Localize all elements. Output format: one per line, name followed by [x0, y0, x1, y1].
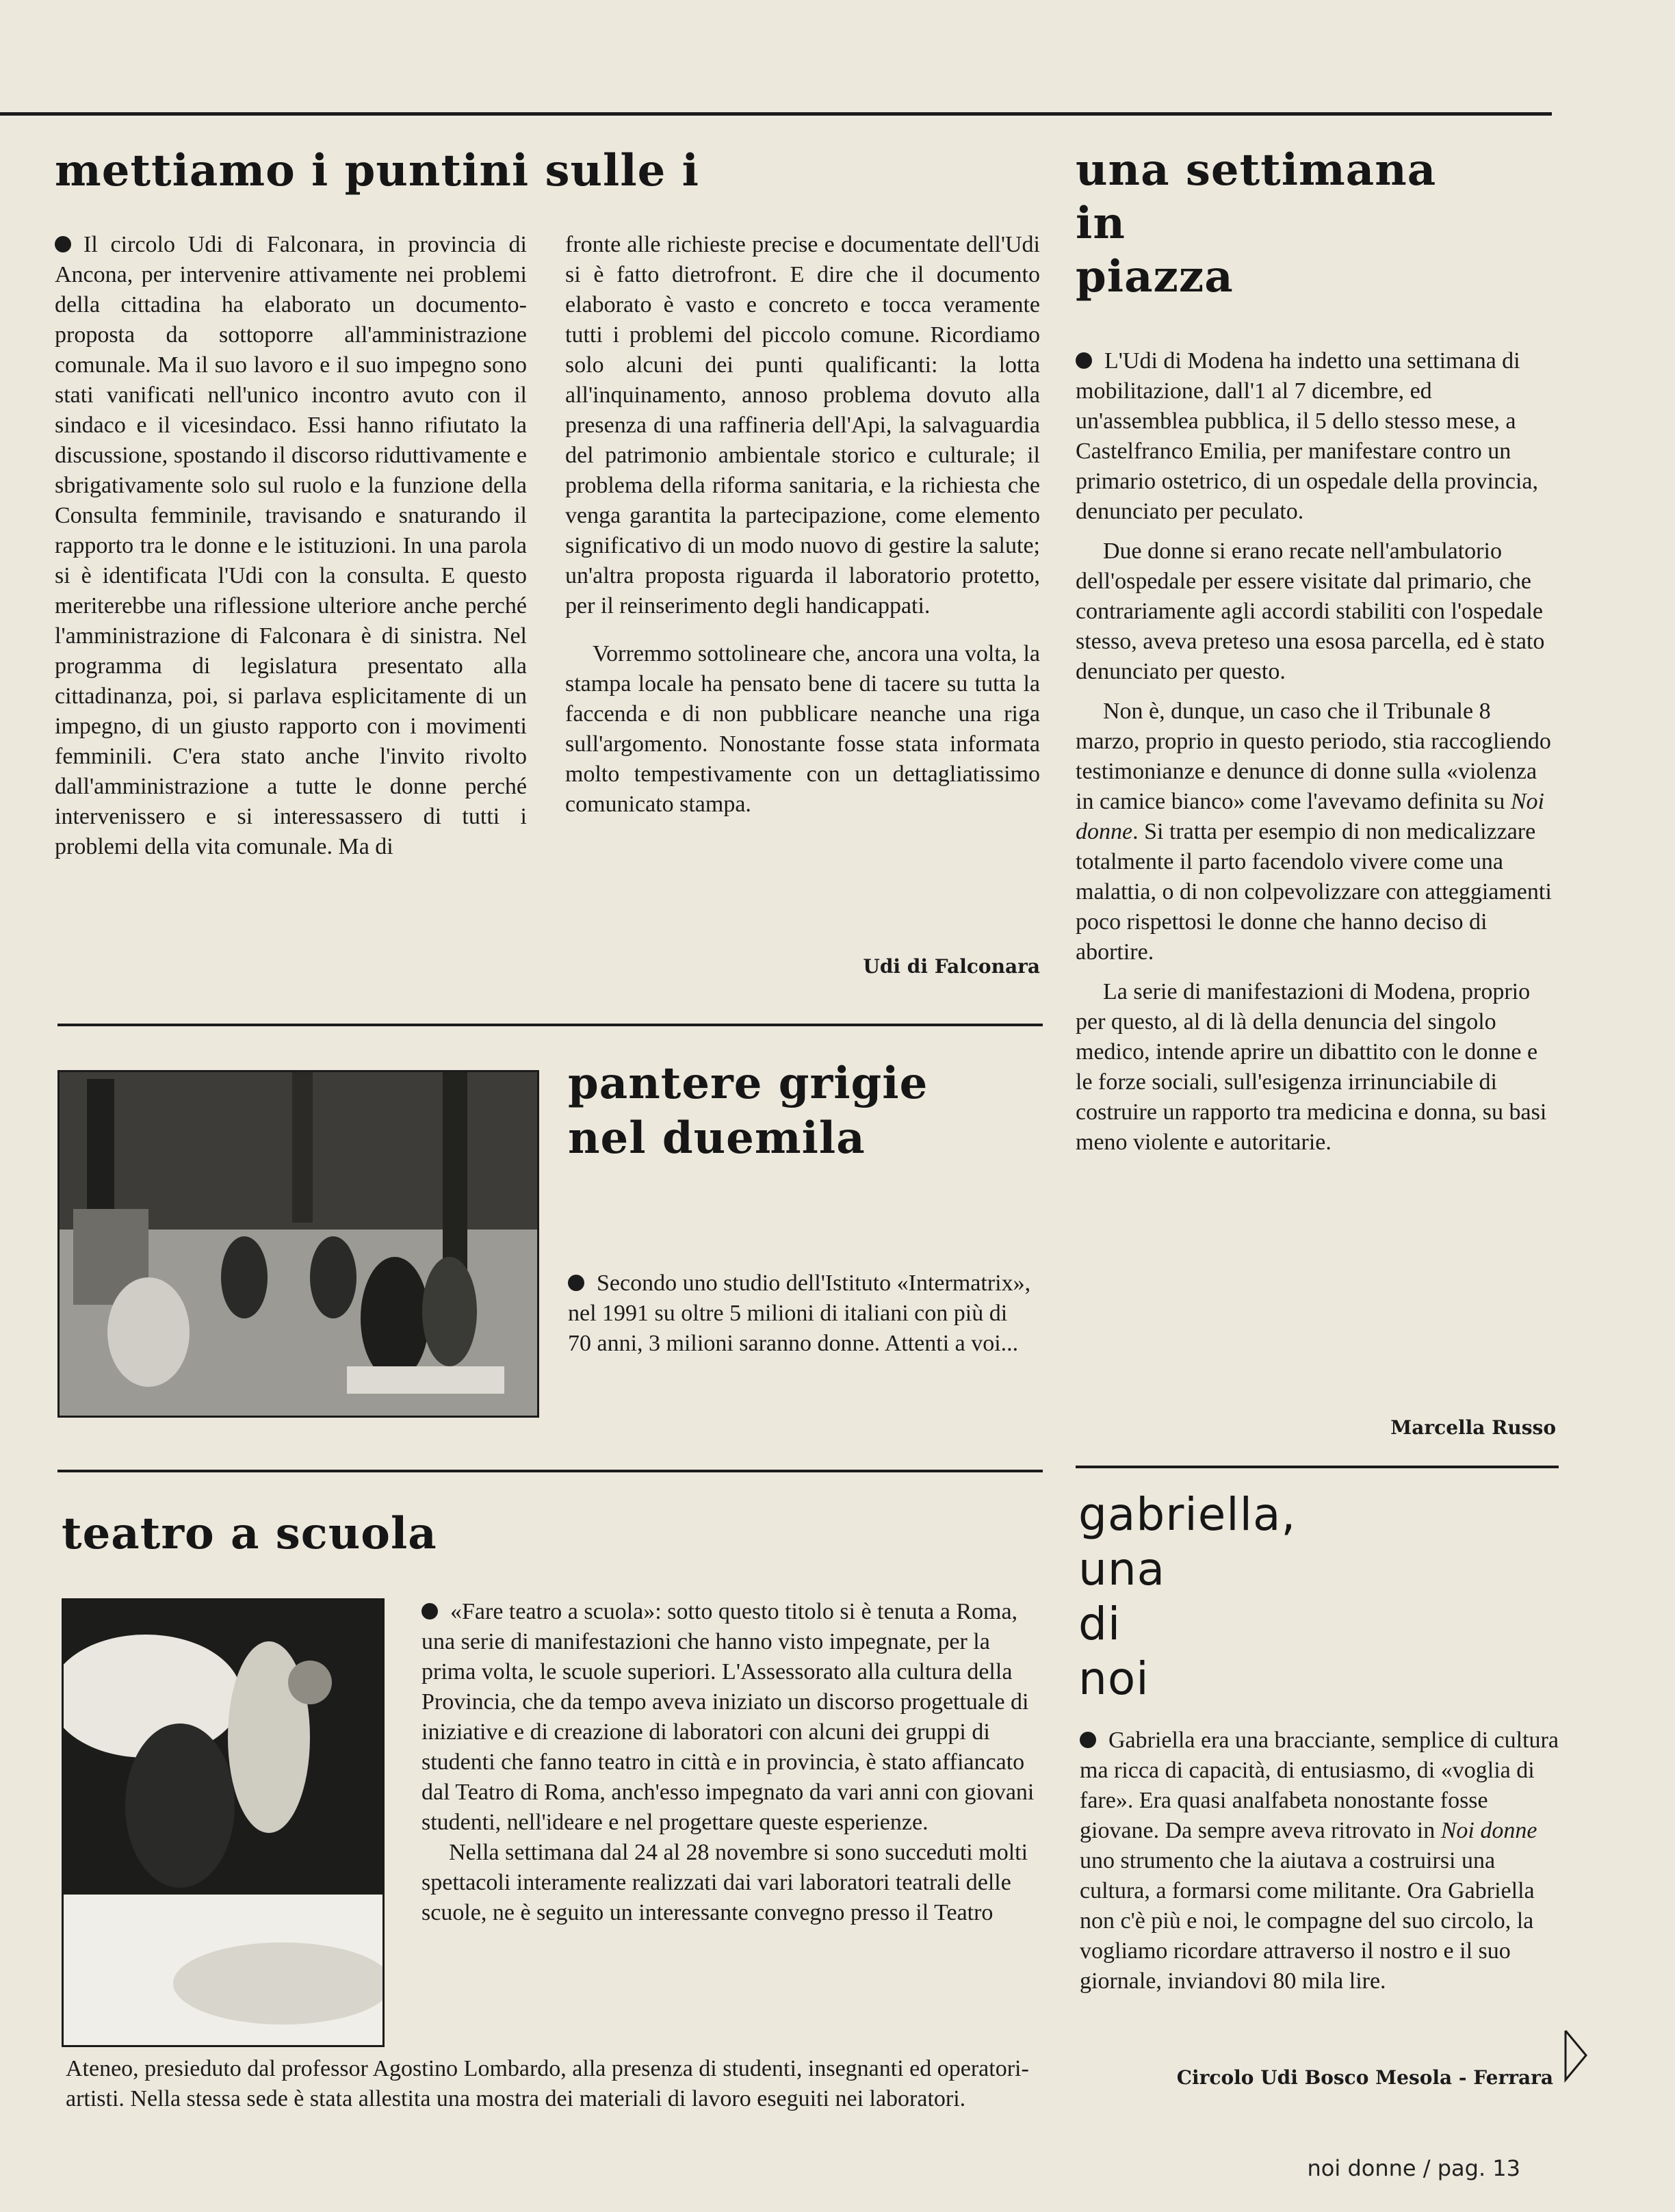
photo-theater: [62, 1598, 385, 2047]
article-title-puntini: mettiamo i puntini sulle i: [55, 145, 699, 196]
article-teatro-body: «Fare teatro a scuola»: sotto questo titolo si è tenuta a Roma, una serie di manifestazioni che hanno visto impegnate, per la prima volta, le scuole superiori. L'Assessorato alla cultura della Provincia, che da tempo aveva iniziato un discorso progettuale di iniziative e di creazione di laboratori con alcuni dei gruppi di studenti che fanno teatro in città e in provincia, è stato affiancato dal Teatro di Roma, anch'esso impegnato da vari anni con giovani studenti, nell'ideare e nel progettare queste esperienze. Nella settimana dal 24 al 28 novembre si sono succeduti molti spettacoli interamente realizzati dai vari laboratori teatrali delle scuole, ne è seguito un interessante convegno presso il Teatro: [421, 1599, 1035, 1925]
bullet-icon: [1080, 1732, 1096, 1748]
signature-falconara: Udi di Falconara: [863, 955, 1040, 978]
bullet-icon: [421, 1603, 438, 1619]
article-title-teatro: teatro a scuola: [62, 1508, 437, 1559]
article-title-pantere: pantere grigie nel duemila: [568, 1058, 929, 1164]
bullet-icon: [1076, 352, 1092, 369]
page-number: 13: [1492, 2155, 1520, 2181]
signature-bosco-mesola: Circolo Udi Bosco Mesola - Ferrara: [1176, 2066, 1553, 2089]
bullet-icon: [568, 1275, 584, 1291]
photo-elderly-park: [57, 1070, 539, 1418]
article-puntini-col2: fronte alle richieste precise e documentate dell'Udi si è fatto dietrofront. E dire che il documento elaborato è vasto e concreto e tocca veramente tutti i problemi del piccolo comune. Ricordiamo solo alcuni dei punti qualificanti: la lotta all'inquinamento, annoso problema dovuto alla presenza di una raffineria dell'Api, la salvaguardia del patrimonio ambientale storico e culturale; il problema della riforma sanitaria, e la richiesta che venga garantita la partecipazione, come elemento significativo di un modo nuovo di gestire la salute; un'altra proposta riguarda il laboratorio protetto, per il reinserimento degli handicappati. Vorremmo sottolineare che, ancora una volta, la stampa locale ha pensato bene di tacere su tutta la faccenda e di non pubblicare neanche una riga sull'argomento. Nonostante fosse stata informata molto tempestivamente con un dettagliatissimo comunicato stampa.: [565, 232, 1040, 817]
article-teatro-body-end: Ateneo, presieduto dal professor Agostino Lombardo, alla presenza di studenti, insegnanti ed operatori-artisti. Nella stessa sede è stata allestita una mostra dei materiali di lavoro eseguiti nei laboratori.: [66, 2056, 1029, 2111]
article-gabriella-body: Gabriella era una bracciante, semplice di cultura ma ricca di capacità, di entusiasmo, di «voglia di fare». Era quasi analfabeta nonostante fosse giovane. Da sempre aveva ritrovato in Noi donne uno strumento che la aiutava a costruirsi una cultura, a formarsi come militante. Ora Gabriella non c'è più e noi, le compagne del suo circolo, la vogliamo ricordare attraverso il nostro e il suo giornale, inviandovi 80 mila lire.: [1080, 1728, 1559, 1994]
article-settimana-body: L'Udi di Modena ha indetto una settimana di mobilitazione, dall'1 al 7 dicembre, ed un'assemblea pubblica, il 5 dello stesso mese, a Castelfranco Emilia, per manifestare contro un primario ostetrico, di un ospedale della provincia, denunciato per peculato. Due donne si erano recate nell'ambulatorio dell'ospedale per essere visitate dal primario, che contrariamente agli accordi stabiliti con l'ospedale stesso, aveva preteso una esosa parcella, ed è stato denunciato per questo. Non è, dunque, un caso che il Tribunale 8 marzo, proprio in questo periodo, stia raccogliendo testimonianze e denunce di donne sulla «violenza in camice bianco» come l'avevamo definita su Noi donne. Si tratta per esempio di non medicalizzare totalmente il parto facendolo vivere come una malattia, o di non colpevolizzare con atteggiamenti poco rispettosi le donne che hanno deciso di abortire. La serie di manifestazioni di Modena, proprio per questo, al di là della denuncia del singolo medico, intende aprire un dibattito con le donne e le forze sociali, sull'esigenza irrinunciabile di costruire un rapporto tra medicina e donna, su basi meno violente e autoritarie.: [1076, 348, 1552, 1155]
article-puntini-col1: Il circolo Udi di Falconara, in provincia di Ancona, per intervenire attivamente nei problemi della cittadina ha elaborato un documento-proposta da sottoporre all'amministrazione comunale. Ma il suo lavoro e il suo impegno sono stati vanificati nell'unico incontro avuto con il sindaco e il vicesindaco. Essi hanno rifiutato la discussione, spostando il discorso riduttivamente e sbrigativamente solo sul ruolo e la funzione della Consulta femminile, travisando e snaturando il rapporto tra le donne e le istituzioni. In una parola si è identificata l'Udi con la consulta. E questo meriterebbe una riflessione ulteriore anche perché l'amministrazione di Falconara è di sinistra. Nel programma di legislatura presentato alla cittadinanza, poi, si parlava esplicitamente di un impegno, di un giusto rapporto con i movimenti femminili. C'era stato anche l'invito rivolto dall'amministrazione a tutte le donne perché intervenissero e si interessassero di tutti i problemi della vita comunale. Ma di: [55, 232, 527, 859]
bullet-icon: [55, 236, 71, 252]
article-title-settimana: una settimana in piazza: [1076, 144, 1437, 302]
next-page-arrow-icon: [1563, 2028, 1590, 2083]
divider-settimana: [1076, 1466, 1559, 1468]
article-pantere-body: Secondo uno studio dell'Istituto «Intermatrix», nel 1991 su oltre 5 milioni di italiani con più di 70 anni, 3 milioni saranno donne. Attenti a voi...: [568, 1271, 1031, 1356]
signature-russo: Marcella Russo: [1390, 1416, 1556, 1439]
magazine-name: noi donne: [1307, 2155, 1416, 2181]
page-footer: noi donne / pag. 13: [1307, 2155, 1520, 2181]
article-title-gabriella: gabriella, una di noi: [1078, 1488, 1297, 1705]
divider-pantere: [57, 1470, 1043, 1472]
divider-puntini: [57, 1024, 1043, 1026]
top-rule: [0, 112, 1552, 116]
